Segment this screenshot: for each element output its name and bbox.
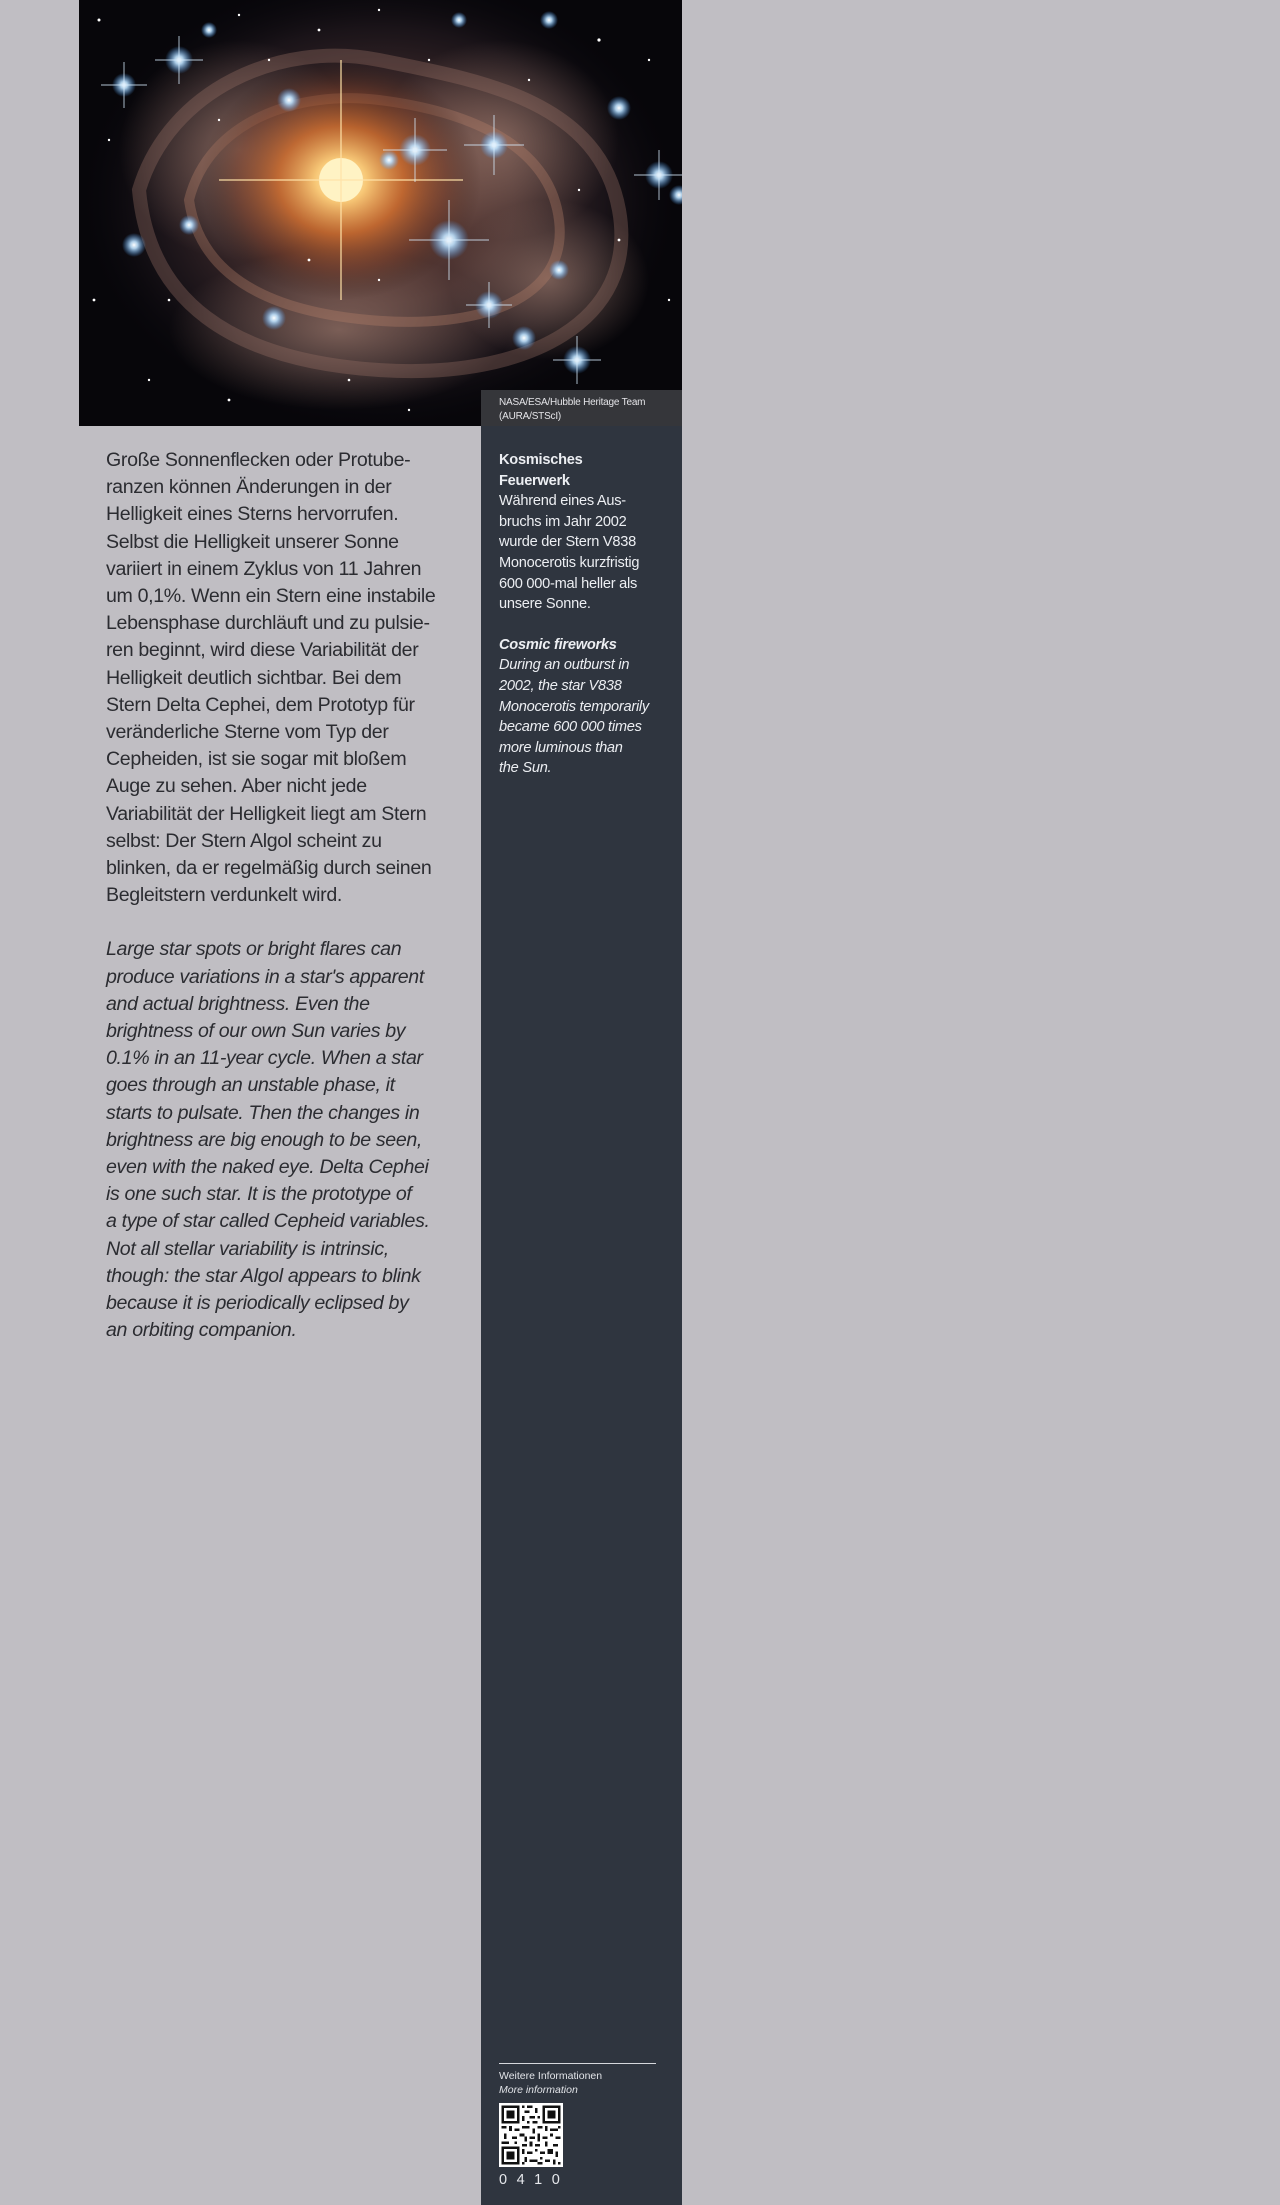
nebula-illustration (79, 0, 682, 426)
footer-divider (499, 2063, 656, 2064)
qr-code-graphic (499, 2103, 563, 2167)
exhibit-code: 0410 (499, 2172, 570, 2188)
image-credit-band (481, 390, 682, 426)
more-info-german: Weitere Informationen (499, 2070, 603, 2082)
more-info-english: More information (499, 2084, 578, 2096)
sidebar-title-english: Cosmic fireworks (499, 636, 617, 653)
main-text-column (106, 447, 451, 1345)
hero-image (79, 0, 682, 426)
paragraph-german: Große Sonnenflecken oder Protube- ranzen können Änderungen in der Helligkeit eines Sterns hervorrufen. Selbst die Helligkeit unserer Sonne variiert in einem Zyklus von 11 Jahren um 0,1%. Wenn ein Stern eine instabile Lebensphase durchläuft und zu pulsie- ren beginnt, wird diese Variabilität der Helligkeit deutlich sichtbar. Bei dem Stern Delta Cephei, dem Prototyp für veränderliche Sterne vom Typ der Cepheiden, ist sie sogar mit bloßem Auge zu sehen. Aber nicht jede Variabilität der Helligkeit liegt am Stern selbst: Der Stern Algol scheint zu blinken, da er regelmäßig durch seinen Begleitstern verdunkelt wird. (106, 449, 436, 907)
sidebar-title-german: Kosmisches Feuerwerk (499, 452, 583, 489)
sidebar-body-english: During an outburst in 2002, the star V838 Monocerotis temporarily became 600 000 times more luminous than the Sun. (499, 657, 649, 777)
sidebar-text (499, 450, 674, 779)
image-credit: NASA/ESA/Hubble Heritage Team (AURA/STScI) (499, 397, 646, 422)
sidebar-body-german: Während eines Aus- bruchs im Jahr 2002 wurde der Stern V838 Monocerotis kurzfristig 600 000-mal heller als unsere Sonne. (499, 493, 640, 613)
qr-code-icon[interactable] (499, 2103, 563, 2167)
paragraph-english: Large star spots or bright flares can produce variations in a star's apparent and actual brightness. Even the brightness of our own Sun varies by 0.1% in an 11-year cycle. When a star goes through an unstable phase, it starts to pulsate. Then the changes in brightness are big enough to be seen, even with the naked eye. Delta Cephei is one such star. It is the prototype of a type of star called Cepheid variables. Not all stellar variability is intrinsic, though: the star Algol appears to blink because it is periodically eclipsed by an orbiting companion. (106, 938, 430, 1342)
